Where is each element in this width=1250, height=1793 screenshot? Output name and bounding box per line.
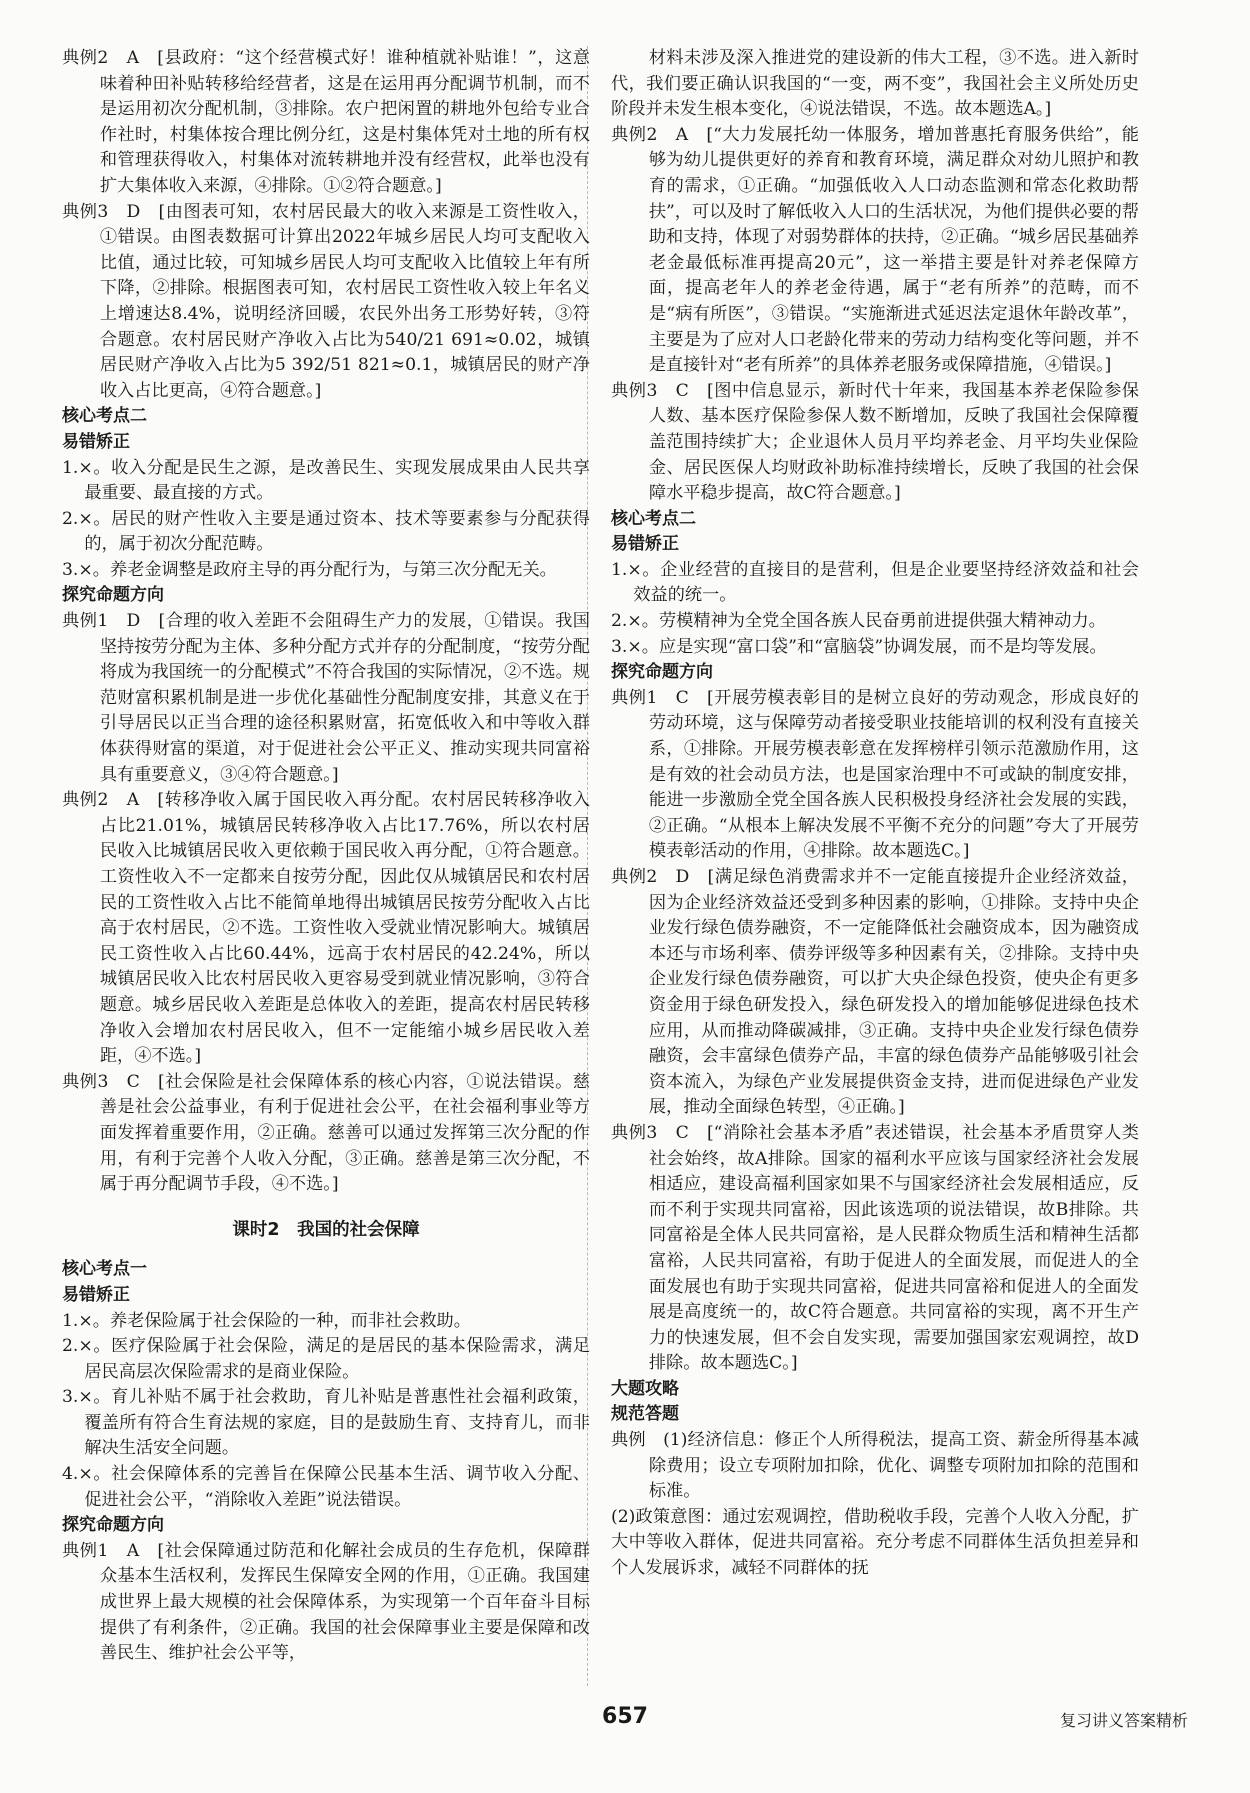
answer-paragraph: 典例2 A [转移净收入属于国民收入再分配。农村居民转移净收入占比21.01%，城镇居民转移净收入占比17.76%，所以农村居民收入比城镇居民收入更依赖于国民收入再分配，①符合题意。工资性收入不一定都来自按劳分配，因此仅从城镇居民和农村居民的工资性收入占比不能简单地得出城镇居民按劳分配收入占比高于农村居民，②不选。工资性收入受就业情况影响大。城镇居民工资性收入占比60.44%，远高于农村居民的42.24%，所以城镇居民收入比农村居民收入更容易受到就业情况影响，③符合题意。城乡居民收入差距是总体收入的差距，提高农村居民转移净收入会增加农村居民收入，但不一定能缩小城乡居民收入差距，④不选。] [62,790,590,1067]
correction-item: 1.×。养老保险属于社会保险的一种，而非社会救助。 [62,1310,471,1331]
section-heading: 核心考点一 [62,1259,147,1280]
subsection-heading: 易错矫正 [62,1284,130,1305]
correction-item: 2.×。劳模精神为全党全国各族人民奋勇前进提供强大精神动力。 [611,611,1106,632]
correction-item: 2.×。医疗保险属于社会保险，满足的是居民的基本保险需求，满足居民高层次保险需求的是商业保险。 [62,1336,590,1382]
subsection-heading: 易错矫正 [611,534,679,555]
answer-paragraph: 典例2 A [“大力发展托幼一体服务，增加普惠托育服务供给”，能够为幼儿提供更好的养育和教育环境，满足群众对幼儿照护和教育的需求，①正确。“加强低收入人口动态监测和常态化救助帮扶”，可以及时了解低收入人口的生活状况，为他们提供必要的帮助和支持，体现了对弱势群体的扶持，②正确。“城乡居民基础养老金最低标准再提高20元”，这一举措主要是针对养老保障方面，提高老年人的养老金待遇，属于“老有所养”的范畴，而不是“病有所医”，③错误。“实施渐进式延迟法定退休年龄改革”，主要是为了应对人口老龄化带来的劳动力结构变化等问题，并不是直接针对“老有所养”的具体养老服务或保障措施，④错误。] [611,124,1139,376]
subsection-heading: 探究命题方向 [611,662,713,683]
answer-paragraph: 典例1 C [开展劳模表彰目的是树立良好的劳动观念，形成良好的劳动环境，这与保障劳动者接受职业技能培训的权利没有直接关系，①排除。开展劳模表彰意在发挥榜样引领示范激励作用，这是有效的社会动员方法，也是国家治理中不可或缺的制度安排，能进一步激励全党全国各族人民积极投身经济社会发展的实践，②正确。“从根本上解决发展不平衡不充分的问题”夸大了开展劳模表彰活动的作用，④排除。故本题选C。] [611,687,1139,862]
answer-paragraph: 典例 (1)经济信息：修正个人所得税法，提高工资、薪金所得基本减除费用；设立专项附加扣除，优化、调整专项附加扣除的范围和标准。 [611,1430,1139,1502]
subsection-heading: 易错矫正 [62,431,130,452]
answer-paragraph: 典例2 D [满足绿色消费需求并不一定能直接提升企业经济效益，因为企业经济效益还受到多种因素的影响，①排除。支持中央企业发行绿色债券融资，不一定能降低社会融资成本，因为融资成本还与市场利率、债券评级等多种因素有关，②排除。支持中央企业发行绿色债券融资，可以扩大央企绿色投资，使央企有更多资金用于绿色研发投入，绿色研发投入的增加能够促进绿色技术应用，从而推动降碳减排，③正确。支持中央企业发行绿色债券融资，会丰富绿色债券产品，丰富的绿色债券产品能够吸引社会资本流入，为绿色产业发展提供资金支持，进而促进绿色产业发展，推动全面绿色转型，④正确。] [611,867,1139,1118]
subsection-heading: 探究命题方向 [62,585,164,606]
answer-paragraph: 典例1 D [合理的收入差距不会阻碍生产力的发展，①错误。我国坚持按劳分配为主体、多种分配方式并存的分配制度，“按劳分配将成为我国统一的分配模式”不符合我国的实际情况，②不选。规范财富积累机制是进一步优化基础性分配制度安排，其意义在于引导居民以正当合理的途径积累财富，拓宽低收入和中等收入群体获得财富的渠道，对于促进社会公平正义、推动实现共同富裕具有重要意义，③④符合题意。] [62,611,590,785]
answer-paragraph: (2)政策意图：通过宏观调控，借助税收手段，完善个人收入分配，扩大中等收入群体，促进共同富裕。充分考虑不同群体生活负担差异和个人发展诉求，减轻不同群体的抚 [611,1506,1139,1579]
left-column [62,46,590,1667]
correction-item: 1.×。收入分配是民生之源，是改善民生、实现发展成果由人民共享最重要、最直接的方式。 [62,457,590,504]
subsection-heading: 规范答题 [611,1404,679,1425]
subsection-heading: 探究命题方向 [62,1515,164,1536]
page-number: 657 [602,1704,648,1729]
section-heading: 核心考点二 [62,406,147,427]
section-heading: 大题攻略 [611,1378,679,1399]
correction-item: 3.×。育儿补贴不属于社会救助，育儿补贴是普惠性社会福利政策，覆盖所有符合生育法规的家庭，目的是鼓励生育、支持育儿，而非解决生活安全问题。 [62,1387,590,1459]
correction-item: 4.×。社会保障体系的完善旨在保障公民基本生活、调节收入分配、促进社会公平，“消除收入差距”说法错误。 [62,1464,590,1510]
answer-paragraph: 材料未涉及深入推进党的建设新的伟大工程，③不选。进入新时代，我们要正确认识我国的“一变，两不变”，我国社会主义所处历史阶段并未发生根本变化，④说法错误，不选。故本题选A。] [611,48,1139,120]
answer-paragraph: 典例3 C [社会保险是社会保障体系的核心内容，①说法错误。慈善是社会公益事业，有利于促进社会公平，在社会福利事业等方面发挥着重要作用，②正确。慈善可以通过发挥第三次分配的作用，有利于完善个人收入分配，③正确。慈善是第三次分配，不属于再分配调节手段，④不选。] [62,1071,590,1195]
answer-paragraph: 典例2 A [县政府：“这个经营模式好！谁种植就补贴谁！”，这意味着种田补贴转移给经营者，这是在运用再分配调节机制，而不是运用初次分配机制，③排除。农户把闲置的耕地外包给专业合作社时，村集体按合理比例分红，这是村集体凭对土地的所有权和管理获得收入，村集体对流转耕地并没有经营权，此举也没有扩大集体收入来源，④排除。①②符合题意。] [62,48,590,196]
right-column [611,46,1139,1582]
lesson-title: 课时2 我国的社会保障 [232,1219,420,1240]
correction-item: 2.×。居民的财产性收入主要是通过资本、技术等要素参与分配获得的，属于初次分配范畴。 [62,508,590,555]
correction-item: 3.×。应是实现“富口袋”和“富脑袋”协调发展，而不是均等发展。 [611,636,1107,657]
correction-item: 1.×。企业经营的直接目的是营利，但是企业要坚持经济效益和社会效益的统一。 [611,559,1139,606]
answer-paragraph: 典例3 D [由图表可知，农村居民最大的收入来源是工资性收入，①错误。由图表数据可计算出2022年城乡居民人均可支配收入比值，通过比较，可知城乡居民人均可支配收入比值较上年有所下降，②排除。根据图表可知，农村居民工资性收入较上年名义上增速达8.4%，说明经济回暖，农民外出务工形势好转，③符合题意。农村居民财产净收入占比为540/21 691≈0.02，城镇居民财产净收入占比为5 392/51 821≈0.1，城镇居民的财产净收入占比更高，④符合题意。] [62,201,590,401]
section-heading: 核心考点二 [611,508,696,529]
answer-paragraph: 典例1 A [社会保障通过防范和化解社会成员的生存危机，保障群众基本生活权利，发挥民生保障安全网的作用，①正确。我国建成世界上最大规模的社会保障体系，为实现第一个百年奋斗目标提供了有利条件，②正确。我国的社会保障事业主要是保障和改善民生、维护社会公平等， [62,1540,590,1664]
book-title: 复习讲义答案精析 [1059,1711,1188,1730]
answer-paragraph: 典例3 C [图中信息显示，新时代十年来，我国基本养老保险参保人数、基本医疗保险参保人数不断增加，反映了我国社会保障覆盖范围持续扩大；企业退休人员月平均养老金、月平均失业保险金、居民医保人均财政补助标准持续增长，反映了我国的社会保障水平稳步提高，故C符合题意。] [611,380,1139,504]
answer-paragraph: 典例3 C [“消除社会基本矛盾”表述错误，社会基本矛盾贯穿人类社会始终，故A排除。国家的福利水平应该与国家经济社会发展相适应，建设高福利国家如果不与国家经济社会发展相适应，反而不利于实现共同富裕，因此该选项的说法错误，故B排除。共同富裕是全体人民共同富裕，是人民群众物质生活和精神生活都富裕，人民共同富裕，有助于促进人的全面发展，而促进人的全面发展也有助于实现共同富裕，促进共同富裕和促进人的全面发展是高度统一的，故C符合题意。共同富裕的实现，离不开生产力的快速发展，但不会自发实现，需要加强国家宏观调控，故D排除。故本题选C。] [611,1122,1139,1374]
correction-item: 3.×。养老金调整是政府主导的再分配行为，与第三次分配无关。 [62,559,557,580]
